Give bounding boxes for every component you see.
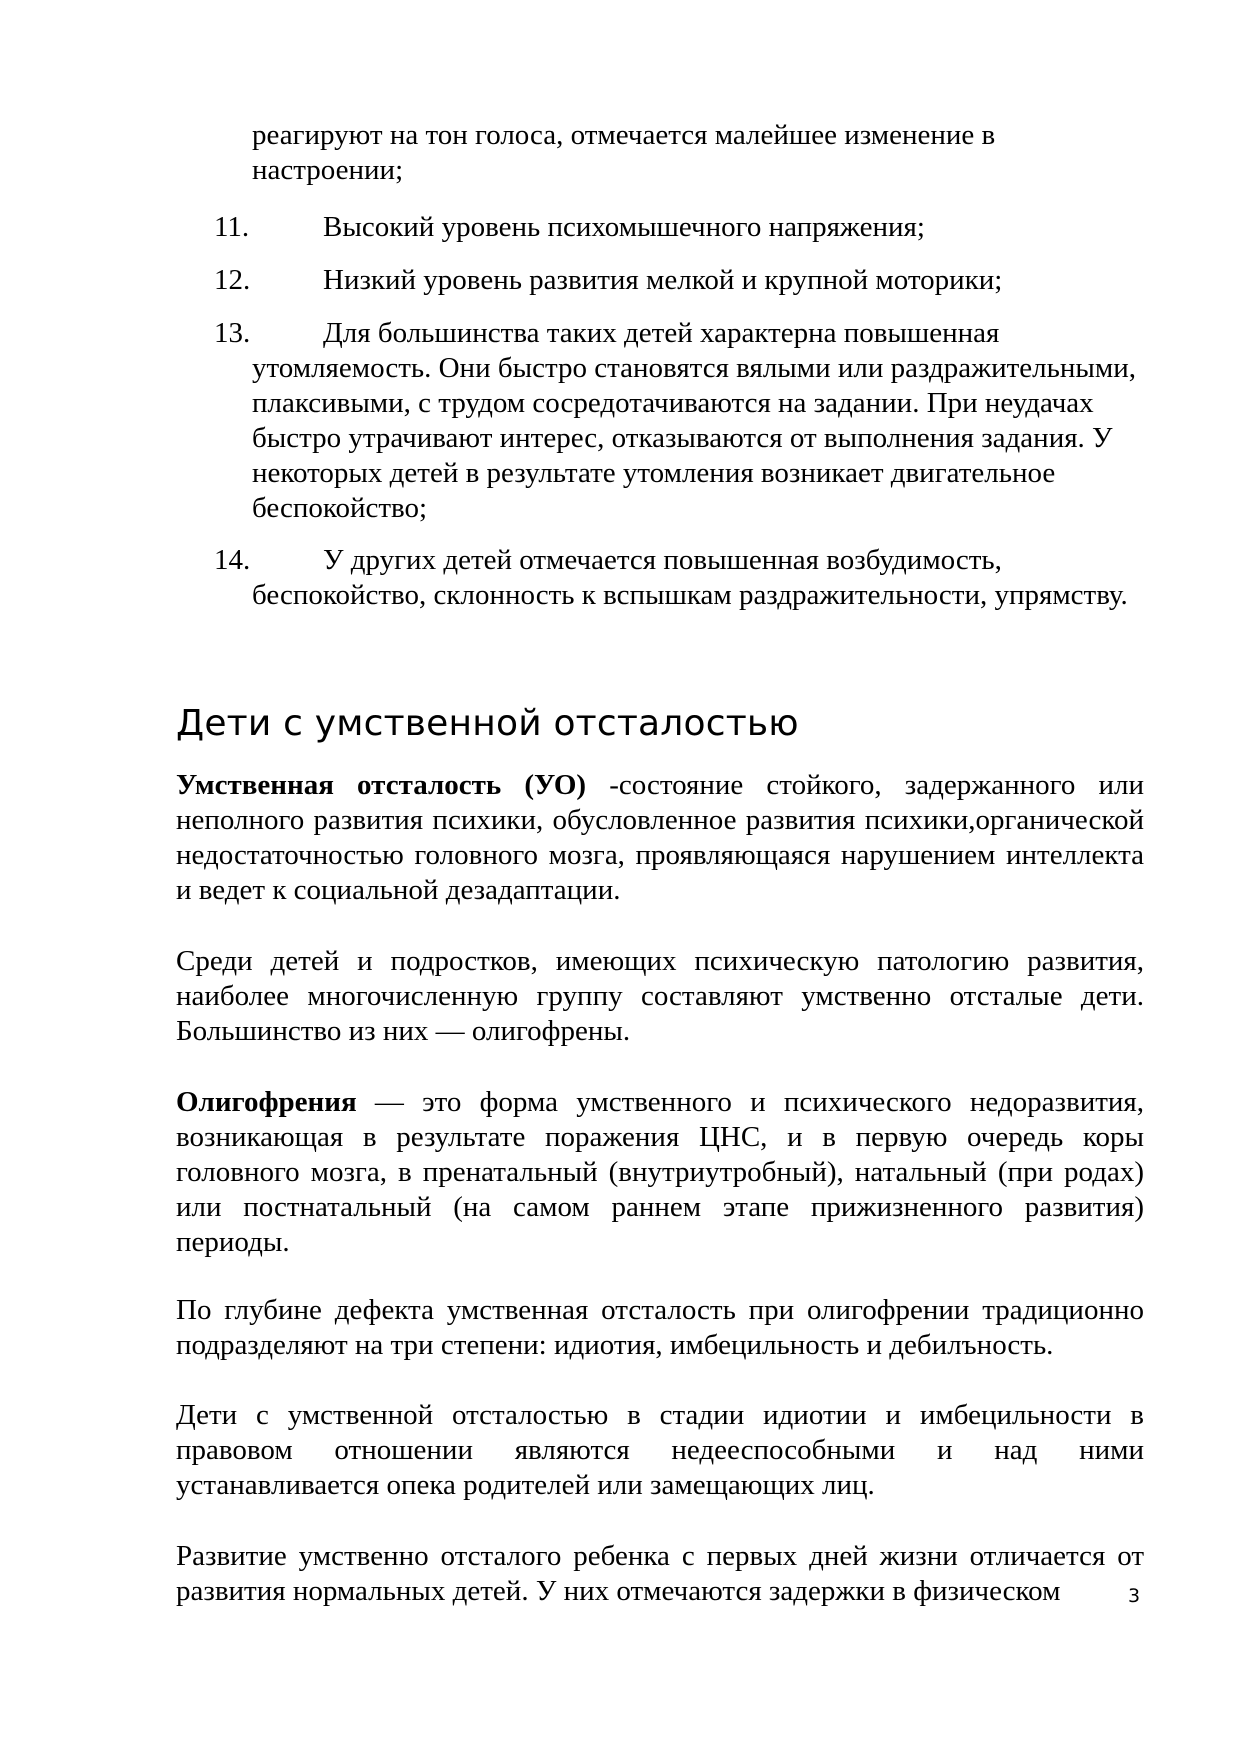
page-number: 3	[1128, 1585, 1141, 1607]
paragraph-oligophrenia-definition	[176, 1085, 1144, 1260]
paragraph-text: Дети с умственной отсталостью в стадии идиотии и имбецильности в правовом отношении являются недееспособными и над ними устанавливается опека родителей или замещающих лиц.	[176, 1399, 1144, 1501]
term-bold: Олигофрения	[176, 1086, 357, 1118]
list-item-text: У других детей отмечается повышенная возбудимость, беспокойство, склонность к вспышкам раздражительности, упрямству.	[252, 544, 1128, 611]
list-item-number: 13.	[214, 317, 251, 349]
list-item-number: 14.	[214, 544, 251, 576]
paragraph-text: Развитие умственно отсталого ребенка с первых дней жизни отличается от развития нормальных детей. У них отмечаются задержки в физическом	[176, 1540, 1144, 1607]
list-item-number: 11.	[214, 211, 250, 243]
list-item-number: 12.	[214, 264, 251, 296]
paragraph-text: — это форма умственного и психического недоразвития, возникающая в результате поражения ЦНС, и в первую очередь коры головного мозга, в пренатальный (внутриутробный), натальный (при родах) или постнатальный (на самом раннем этапе прижизненного развития) периоды.	[176, 1086, 1144, 1258]
list-item-text: Низкий уровень развития мелкой и крупной моторики;	[323, 264, 1003, 296]
paragraph-prevalence	[176, 944, 1144, 1049]
paragraph-text: Среди детей и подростков, имеющих психическую патологию развития, наиболее многочисленную группу составляют умственно отсталые дети. Большинство из них — олигофрены.	[176, 945, 1144, 1047]
list-continuation: реагируют на тон голоса, отмечается малейшее изменение в настроении;	[252, 119, 996, 186]
paragraph-legal-status	[176, 1398, 1144, 1503]
term-bold: Умственная отсталость (УО)	[176, 769, 587, 801]
list-item-text: Для большинства таких детей характерна повышенная утомляемость. Они быстро становятся вялыми или раздражительными, плаксивыми, с трудом сосредотачиваются на задании. При неудачах быстро утрачивают интерес, отказываются от выполнения задания. У некоторых детей в результате утомления возникает двигательное беспокойство;	[252, 317, 1137, 524]
paragraph-text: -состояние стойкого, задержанного или неполного развития психики, обусловленное развития психики,органической недостаточностью головного мозга, проявляющаяся нарушением интеллекта и ведет к социальной дезадаптации.	[176, 769, 1144, 906]
list-item-text: Высокий уровень психомышечного напряжения;	[323, 211, 925, 243]
paragraph-development	[176, 1539, 1144, 1609]
paragraph-text: По глубине дефекта умственная отсталость при олигофрении традиционно подразделяют на три степени: идиотия, имбецильность и дебилъность.	[176, 1294, 1144, 1361]
paragraph-mental-retardation-definition	[176, 768, 1144, 908]
section-heading: Дети с умственной отсталостью	[176, 703, 799, 744]
paragraph-degrees	[176, 1293, 1144, 1363]
